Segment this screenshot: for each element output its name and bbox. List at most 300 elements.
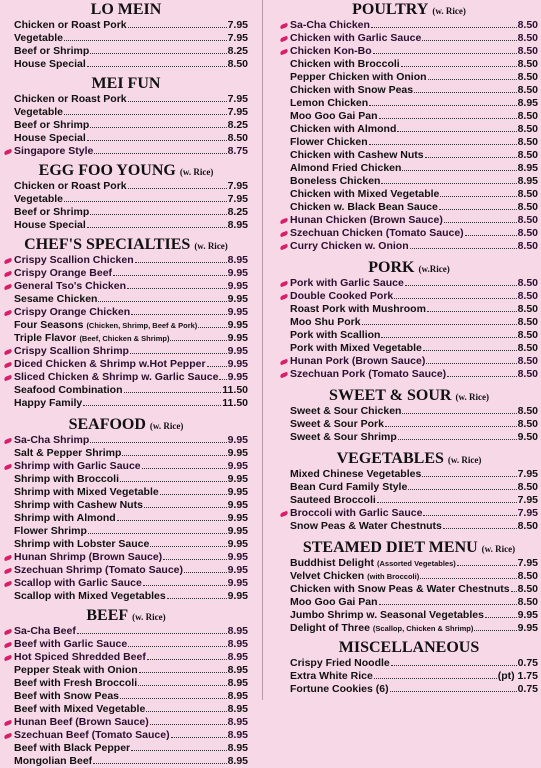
dot-leader bbox=[83, 404, 221, 406]
item-price: 8.50 bbox=[517, 303, 538, 315]
menu-item bbox=[280, 162, 538, 175]
item-price: 8.95 bbox=[227, 219, 248, 231]
item-price: 9.95 bbox=[227, 280, 248, 292]
dot-leader bbox=[444, 221, 517, 223]
dot-leader bbox=[410, 247, 517, 249]
dot-leader bbox=[120, 480, 227, 482]
menu-item bbox=[280, 683, 538, 696]
item-name: Scallop with Garlic Sauce bbox=[14, 577, 142, 589]
item-name: Vegetable bbox=[14, 32, 64, 44]
dot-leader bbox=[369, 104, 516, 106]
dot-leader bbox=[401, 65, 517, 67]
item-name: Beef with Mixed Vegetable bbox=[14, 703, 146, 715]
section-steamed-diet-menu bbox=[280, 538, 538, 635]
dot-leader bbox=[170, 339, 226, 341]
menu-item bbox=[280, 368, 538, 381]
menu-item bbox=[4, 512, 248, 525]
menu-item bbox=[280, 71, 538, 84]
item-price: 8.50 bbox=[517, 583, 538, 595]
item-price: 9.95 bbox=[227, 538, 248, 550]
dot-leader bbox=[408, 488, 516, 490]
menu-item bbox=[4, 58, 248, 71]
dot-leader bbox=[184, 571, 227, 573]
dot-leader bbox=[150, 723, 227, 725]
dot-leader bbox=[420, 577, 516, 579]
item-price: 8.95 bbox=[227, 703, 248, 715]
section-title bbox=[280, 638, 538, 657]
item-price: 8.50 bbox=[517, 290, 538, 302]
section-seafood bbox=[4, 415, 248, 603]
menu-item bbox=[4, 703, 248, 716]
section-title bbox=[280, 386, 538, 405]
item-price: 8.50 bbox=[517, 520, 538, 532]
item-name: Pepper Steak with Onion bbox=[14, 664, 138, 676]
dot-leader bbox=[427, 310, 517, 312]
item-price: 7.95 bbox=[227, 32, 248, 44]
menu-item bbox=[4, 525, 248, 538]
menu-item bbox=[280, 507, 538, 520]
dot-leader bbox=[379, 603, 517, 605]
menu-item bbox=[4, 460, 248, 473]
dot-leader bbox=[124, 391, 222, 393]
section-note: (w. Rice) bbox=[432, 6, 466, 16]
item-price: 8.50 bbox=[517, 596, 538, 608]
dot-leader bbox=[143, 584, 227, 586]
item-price: 7.95 bbox=[517, 557, 538, 569]
hot-pepper-icon bbox=[4, 348, 12, 354]
item-name: Double Cooked Pork bbox=[290, 290, 394, 302]
item-name: Moo Goo Gai Pan bbox=[290, 110, 378, 122]
menu-item bbox=[4, 499, 248, 512]
dot-leader bbox=[426, 362, 516, 364]
item-price: 11.50 bbox=[222, 397, 248, 409]
hot-pepper-icon bbox=[4, 309, 12, 315]
dot-leader bbox=[87, 139, 227, 141]
item-price: 9.95 bbox=[227, 512, 248, 524]
section-title bbox=[280, 538, 538, 557]
menu-item bbox=[280, 355, 538, 368]
item-name: Almond Fried Chicken bbox=[290, 162, 402, 174]
item-price: 8.50 bbox=[517, 329, 538, 341]
item-name: Shrimp with Garlic Sauce bbox=[14, 460, 141, 472]
dot-leader bbox=[414, 91, 516, 93]
menu-item bbox=[280, 596, 538, 609]
dot-leader bbox=[390, 690, 517, 692]
menu-item bbox=[4, 729, 248, 742]
dot-leader bbox=[90, 441, 226, 443]
dot-leader bbox=[64, 113, 227, 115]
item-name: Beef with Garlic Sauce bbox=[14, 638, 128, 650]
hot-pepper-icon bbox=[280, 48, 288, 54]
menu-item bbox=[4, 755, 248, 768]
item-price: 9.95 bbox=[227, 358, 248, 370]
hot-pepper-icon bbox=[280, 243, 288, 249]
dot-leader bbox=[128, 187, 227, 189]
item-name: Beef or Shrimp bbox=[14, 45, 90, 57]
menu-item bbox=[4, 180, 248, 193]
section-title-text: BEEF bbox=[86, 607, 129, 624]
item-name: Crispy Scallion Chicken bbox=[14, 254, 134, 266]
menu-item bbox=[4, 397, 248, 410]
item-price: 8.95 bbox=[227, 254, 248, 266]
dot-leader bbox=[371, 26, 517, 28]
menu-item bbox=[280, 149, 538, 162]
item-price: 8.95 bbox=[517, 162, 538, 174]
hot-pepper-icon bbox=[280, 510, 288, 516]
menu-item bbox=[4, 32, 248, 45]
hot-pepper-icon bbox=[4, 463, 12, 469]
menu-item bbox=[280, 290, 538, 303]
hot-pepper-icon bbox=[4, 374, 12, 380]
item-price: 8.95 bbox=[517, 97, 538, 109]
item-name: Chicken with Garlic Sauce bbox=[290, 32, 422, 44]
item-price: 8.50 bbox=[517, 277, 538, 289]
item-name: Sweet & Sour Shrimp bbox=[290, 431, 397, 443]
item-price: 8.95 bbox=[227, 716, 248, 728]
item-price: 7.95 bbox=[227, 193, 248, 205]
item-price: 9.95 bbox=[227, 447, 248, 459]
dot-leader bbox=[422, 39, 516, 41]
menu-item bbox=[4, 384, 248, 397]
menu-item bbox=[280, 240, 538, 253]
item-price: 9.95 bbox=[227, 306, 248, 318]
section-title-text: LO MEIN bbox=[90, 1, 162, 18]
item-name: Lemon Chicken bbox=[290, 97, 369, 109]
dot-leader bbox=[135, 261, 227, 263]
menu-item bbox=[4, 638, 248, 651]
dot-leader bbox=[131, 749, 226, 751]
item-name: Beef or Shrimp bbox=[14, 206, 90, 218]
section-title bbox=[280, 449, 538, 468]
item-name: Broccoli with Garlic Sauce bbox=[290, 507, 423, 519]
dot-leader bbox=[465, 234, 517, 236]
menu-item bbox=[4, 538, 248, 551]
section-note: (w. Rice) bbox=[455, 392, 489, 402]
menu-item bbox=[4, 434, 248, 447]
item-price: 9.95 bbox=[227, 345, 248, 357]
menu-item bbox=[4, 132, 248, 145]
item-name: Jumbo Shrimp w. Seasonal Vegetables bbox=[290, 609, 484, 621]
item-name: Singapore Style bbox=[14, 145, 94, 157]
section-title-text: STEAMED DIET MENU bbox=[302, 539, 478, 556]
section-title-text: CHEF'S SPECIALTIES bbox=[24, 236, 191, 253]
item-price: 8.50 bbox=[517, 405, 538, 417]
hot-pepper-icon bbox=[280, 230, 288, 236]
item-note: (Beef, Chicken & Shrimp) bbox=[79, 334, 170, 343]
menu-item bbox=[280, 557, 538, 570]
item-name: Szechuan Chicken (Tomato Sauce) bbox=[290, 227, 464, 239]
dot-leader bbox=[131, 313, 226, 315]
item-note: (Chicken, Shrimp, Beef & Pork) bbox=[86, 321, 198, 330]
hot-pepper-icon bbox=[4, 641, 12, 647]
item-price: 8.95 bbox=[227, 742, 248, 754]
item-price: 7.95 bbox=[517, 494, 538, 506]
section-lo-mein bbox=[4, 0, 248, 71]
menu-item bbox=[4, 651, 248, 664]
dot-leader bbox=[447, 375, 516, 377]
item-name: Hunan Shrimp (Brown Sauce) bbox=[14, 551, 163, 563]
menu-item bbox=[4, 267, 248, 280]
hot-pepper-icon bbox=[280, 35, 288, 41]
dot-leader bbox=[93, 762, 226, 764]
item-price: 8.50 bbox=[517, 149, 538, 161]
item-price: 9.95 bbox=[227, 371, 248, 383]
item-price: 9.95 bbox=[227, 590, 248, 602]
dot-leader bbox=[397, 130, 516, 132]
item-price: 9.95 bbox=[227, 564, 248, 576]
hot-pepper-icon bbox=[280, 280, 288, 286]
dot-leader bbox=[474, 629, 516, 631]
item-name: Sweet & Sour Pork bbox=[290, 418, 384, 430]
dot-leader bbox=[88, 532, 227, 534]
section-title bbox=[4, 0, 248, 19]
menu-item bbox=[4, 119, 248, 132]
item-price: 8.50 bbox=[517, 342, 538, 354]
menu-item bbox=[280, 609, 538, 622]
item-price: 9.95 bbox=[227, 525, 248, 537]
menu-item bbox=[4, 590, 248, 603]
section-note: (w. Rice) bbox=[179, 167, 214, 177]
dot-leader bbox=[128, 100, 227, 102]
item-price: 8.50 bbox=[227, 58, 248, 70]
section-title bbox=[4, 161, 248, 180]
item-name: General Tso's Chicken bbox=[14, 280, 127, 292]
item-price: 9.95 bbox=[227, 551, 248, 563]
item-name: Sa-Cha Shrimp bbox=[14, 434, 90, 446]
dot-leader bbox=[98, 300, 226, 302]
item-price: 7.95 bbox=[227, 106, 248, 118]
section-title bbox=[4, 606, 248, 625]
dot-leader bbox=[381, 182, 516, 184]
item-price: 8.50 bbox=[517, 368, 538, 380]
item-price: 8.50 bbox=[227, 132, 248, 144]
hot-pepper-icon bbox=[4, 270, 12, 276]
menu-item bbox=[4, 293, 248, 306]
dot-leader bbox=[128, 645, 226, 647]
menu-item bbox=[4, 447, 248, 460]
item-name: Pork with Scallion bbox=[290, 329, 381, 341]
item-price: 9.95 bbox=[227, 293, 248, 305]
item-price: 0.75 bbox=[517, 683, 538, 695]
item-name: Hunan Chicken (Brown Sauce) bbox=[290, 214, 443, 226]
section-note: (w. Rice) bbox=[481, 544, 516, 554]
section-note: (w. Rice) bbox=[149, 421, 184, 431]
dot-leader bbox=[362, 323, 517, 325]
hot-pepper-icon bbox=[280, 371, 288, 377]
item-name: Fortune Cookies (6) bbox=[290, 683, 389, 695]
item-price: 8.50 bbox=[517, 227, 538, 239]
menu-item bbox=[280, 342, 538, 355]
hot-pepper-icon bbox=[4, 554, 12, 560]
item-name: Szechuan Beef (Tomato Sauce) bbox=[14, 729, 170, 741]
dot-leader bbox=[440, 195, 516, 197]
item-name: Szechuan Pork (Tomato Sauce) bbox=[290, 368, 447, 380]
menu-item bbox=[4, 577, 248, 590]
dot-leader bbox=[198, 326, 226, 328]
item-price: 7.95 bbox=[227, 180, 248, 192]
item-name: Pork with Mixed Vegetable bbox=[290, 342, 422, 354]
menu-item bbox=[280, 520, 538, 533]
menu-item bbox=[4, 206, 248, 219]
section-title-text: MEI FUN bbox=[91, 75, 161, 92]
dot-leader bbox=[64, 39, 227, 41]
hot-pepper-icon bbox=[4, 580, 12, 586]
menu-column-right bbox=[280, 0, 538, 696]
section-title bbox=[4, 415, 248, 434]
dot-leader bbox=[391, 664, 517, 666]
item-name: Roast Pork with Mushroom bbox=[290, 303, 426, 315]
section-pork bbox=[280, 258, 538, 381]
item-name: Flower Chicken bbox=[290, 136, 368, 148]
item-price: 8.95 bbox=[227, 651, 248, 663]
menu-item bbox=[280, 110, 538, 123]
menu-item bbox=[4, 19, 248, 32]
section-sweet-sour bbox=[280, 386, 538, 444]
item-price: 8.75 bbox=[227, 145, 248, 157]
item-name: Pork with Garlic Sauce bbox=[290, 277, 404, 289]
dot-leader bbox=[219, 378, 226, 380]
item-name: House Special bbox=[14, 58, 86, 70]
item-name: Sesame Chicken bbox=[14, 293, 98, 305]
menu-item bbox=[4, 690, 248, 703]
menu-item bbox=[280, 583, 538, 596]
item-name: Triple Flavor bbox=[14, 332, 77, 344]
item-price: 9.95 bbox=[227, 486, 248, 498]
item-name: Beef with Fresh Broccoli bbox=[14, 677, 138, 689]
dot-leader bbox=[167, 597, 227, 599]
hot-pepper-icon bbox=[4, 719, 12, 725]
item-price: 8.95 bbox=[227, 677, 248, 689]
hot-pepper-icon bbox=[4, 567, 12, 573]
menu-item bbox=[4, 371, 248, 384]
menu-item bbox=[4, 93, 248, 106]
dot-leader bbox=[373, 52, 517, 54]
menu-item bbox=[4, 306, 248, 319]
dot-leader bbox=[160, 493, 227, 495]
dot-leader bbox=[117, 519, 227, 521]
section-title bbox=[280, 258, 538, 277]
dot-leader bbox=[144, 506, 227, 508]
hot-pepper-icon bbox=[4, 283, 12, 289]
item-name: Shrimp with Broccoli bbox=[14, 473, 120, 485]
section-poultry bbox=[280, 0, 538, 253]
menu-item bbox=[4, 551, 248, 564]
item-price: 8.25 bbox=[227, 206, 248, 218]
item-note: (Scallop, Chicken & Shrimp) bbox=[372, 624, 474, 633]
dot-leader bbox=[369, 143, 517, 145]
menu-item bbox=[4, 345, 248, 358]
item-name: Chicken with Cashew Nuts bbox=[290, 149, 424, 161]
item-price: 8.95 bbox=[227, 755, 248, 767]
dot-leader bbox=[381, 336, 516, 338]
menu-item bbox=[280, 418, 538, 431]
menu-item bbox=[4, 145, 248, 158]
section-title bbox=[4, 74, 248, 93]
menu-item bbox=[280, 431, 538, 444]
menu-item bbox=[280, 214, 538, 227]
dot-leader bbox=[402, 412, 516, 414]
dot-leader bbox=[377, 501, 517, 503]
dot-leader bbox=[425, 156, 517, 158]
item-price: 8.50 bbox=[517, 570, 538, 582]
section-note: (w. Rice) bbox=[447, 455, 482, 465]
item-note: (Assorted Vegetables) bbox=[377, 559, 456, 568]
item-name: Crispy Orange Chicken bbox=[14, 306, 131, 318]
item-name: Shrimp with Almond bbox=[14, 512, 116, 524]
item-price: 9.95 bbox=[227, 499, 248, 511]
item-price: 8.50 bbox=[517, 240, 538, 252]
menu-item bbox=[4, 332, 248, 345]
dot-leader bbox=[443, 527, 517, 529]
dot-leader bbox=[127, 287, 227, 289]
hot-pepper-icon bbox=[280, 217, 288, 223]
menu-item bbox=[280, 468, 538, 481]
section-title-text: PORK bbox=[368, 259, 415, 276]
item-name: Vegetable bbox=[14, 106, 64, 118]
menu-item bbox=[4, 677, 248, 690]
dot-leader bbox=[87, 65, 227, 67]
item-price: 8.50 bbox=[517, 19, 538, 31]
item-name: Chicken Kon-Bo bbox=[290, 45, 372, 57]
menu-item bbox=[280, 227, 538, 240]
menu-column-left bbox=[4, 0, 248, 768]
dot-leader bbox=[77, 632, 227, 634]
dot-leader bbox=[402, 169, 516, 171]
menu-item bbox=[4, 486, 248, 499]
section-chef-s-specialties bbox=[4, 235, 248, 410]
item-price: 9.95 bbox=[227, 267, 248, 279]
item-name: Delight of Three bbox=[290, 622, 370, 634]
dot-leader bbox=[398, 438, 517, 440]
item-price: 8.50 bbox=[517, 188, 538, 200]
item-name: Shrimp with Cashew Nuts bbox=[14, 499, 143, 511]
dot-leader bbox=[405, 284, 517, 286]
item-name: House Special bbox=[14, 219, 86, 231]
dot-leader bbox=[207, 365, 227, 367]
item-name: Scallop with Mixed Vegetables bbox=[14, 590, 166, 602]
menu-item bbox=[4, 219, 248, 232]
item-name: Chicken or Roast Pork bbox=[14, 93, 127, 105]
menu-item bbox=[280, 277, 538, 290]
section-title bbox=[280, 0, 538, 19]
dot-leader bbox=[374, 677, 497, 679]
item-price: 7.95 bbox=[517, 468, 538, 480]
dot-leader bbox=[122, 454, 226, 456]
hot-pepper-icon bbox=[4, 732, 12, 738]
menu-item bbox=[280, 58, 538, 71]
dot-leader bbox=[146, 710, 226, 712]
section-title-text: POULTRY bbox=[352, 1, 429, 18]
item-name: Chicken with Broccoli bbox=[290, 58, 400, 70]
item-name: Four Seasons bbox=[14, 319, 84, 331]
item-price: 8.50 bbox=[517, 110, 538, 122]
menu-item bbox=[280, 188, 538, 201]
dot-leader bbox=[138, 684, 226, 686]
dot-leader bbox=[90, 126, 226, 128]
item-name: Boneless Chicken bbox=[290, 175, 381, 187]
item-price: 8.50 bbox=[517, 123, 538, 135]
item-price: 8.50 bbox=[517, 201, 538, 213]
hot-pepper-icon bbox=[280, 358, 288, 364]
menu-item bbox=[280, 97, 538, 110]
section-note: (w.Rice) bbox=[418, 264, 450, 274]
item-name: Moo Shu Pork bbox=[290, 316, 361, 328]
item-price: 9.95 bbox=[227, 434, 248, 446]
item-name: Chicken or Roast Pork bbox=[14, 19, 127, 31]
item-price: 8.50 bbox=[517, 355, 538, 367]
item-price: 9.95 bbox=[227, 319, 248, 331]
item-name: Beef or Shrimp bbox=[14, 119, 90, 131]
